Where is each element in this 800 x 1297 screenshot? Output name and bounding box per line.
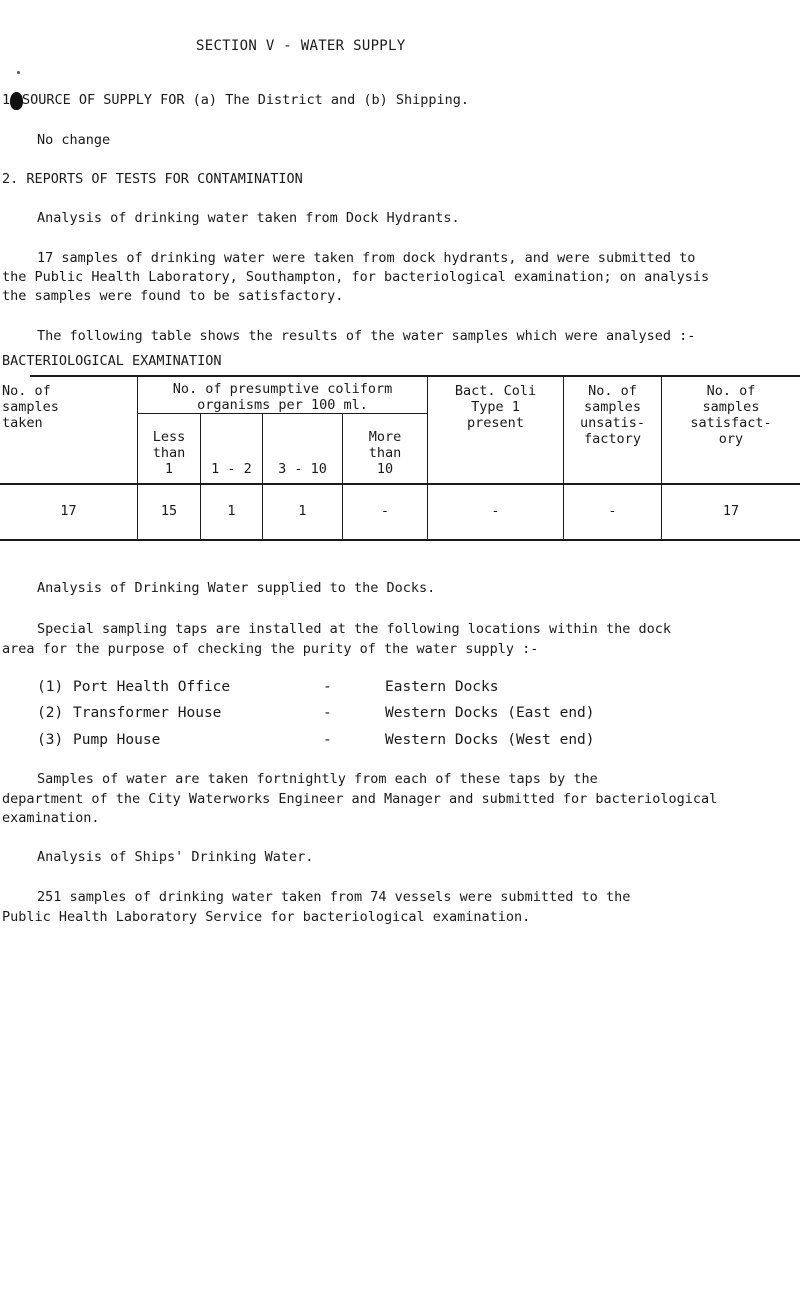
location-place: Pump House <box>73 732 161 748</box>
cell-3-10: 1 <box>298 503 307 519</box>
item1-heading: SOURCE OF SUPPLY FOR (a) The District and (b) Shipping. <box>22 92 470 108</box>
dock-hydrants-subheading: Analysis of drinking water taken from Dock Hydrants. <box>37 210 460 226</box>
cell-unsatisfactory: - <box>608 503 617 519</box>
subheader-3-10: 3 - 10 <box>278 461 327 477</box>
location-num: (3) <box>37 732 64 748</box>
table-title: BACTERIOLOGICAL EXAMINATION <box>2 353 222 369</box>
item1-number: 1 <box>2 92 11 108</box>
docks-para-line1: Special sampling taps are installed at the following locations within the dock <box>37 621 671 637</box>
v-rule-2 <box>200 413 201 541</box>
location-num: (1) <box>37 679 64 695</box>
para1-line1: 17 samples of drinking water were taken from dock hydrants, and were submitted to <box>37 250 696 266</box>
location-place: Transformer House <box>73 705 222 721</box>
cell-satisfactory: 17 <box>722 503 740 519</box>
subheader-more-than-10: More than 10 <box>368 429 402 477</box>
item1-body: No change <box>37 132 111 148</box>
location-area: Western Docks (East end) <box>385 705 595 721</box>
docks-para2-line3: examination. <box>2 810 100 826</box>
item2-heading: 2. REPORTS OF TESTS FOR CONTAMINATION <box>2 171 303 187</box>
para2: The following table shows the results of the water samples which were analysed :- <box>37 328 696 344</box>
cell-1-2: 1 <box>227 503 236 519</box>
table-top-rule <box>30 375 800 377</box>
ships-para-line1: 251 samples of drinking water taken from 74 vessels were submitted to the <box>37 889 631 905</box>
cell-samples-taken: 17 <box>60 503 77 519</box>
section-title: SECTION V - WATER SUPPLY <box>196 38 406 54</box>
location-area: Eastern Docks <box>385 679 499 695</box>
para1-line3: the samples were found to be satisfactory. <box>2 288 344 304</box>
header-bottom-rule <box>0 483 800 485</box>
header-satisfactory: No. of samples satisfact- ory <box>690 383 772 447</box>
docks-para2-line2: department of the City Waterworks Engineer and Manager and submitted for bacteriological <box>2 791 718 807</box>
location-dash: - <box>323 679 332 695</box>
docks-para2-line1: Samples of water are taken fortnightly from each of these taps by the <box>37 771 598 787</box>
ships-subheading: Analysis of Ships' Drinking Water. <box>37 849 314 865</box>
location-dash: - <box>323 732 332 748</box>
cell-more-than-10: - <box>380 503 390 519</box>
location-area: Western Docks (West end) <box>385 732 595 748</box>
location-dash: - <box>323 705 332 721</box>
table-bottom-rule <box>0 539 800 541</box>
subheader-1-2: 1 - 2 <box>211 461 252 477</box>
coliform-sub-rule <box>137 413 427 414</box>
location-num: (2) <box>37 705 64 721</box>
para1-line2: the Public Health Laboratory, Southampton, for bacteriological examination; on analysis <box>2 269 710 285</box>
subheader-less-than-1: Less than 1 <box>152 429 186 477</box>
docks-subheading: Analysis of Drinking Water supplied to the Docks. <box>37 580 436 596</box>
ships-para-line2: Public Health Laboratory Service for bacteriological examination. <box>2 909 531 925</box>
scan-speck <box>17 71 20 74</box>
docks-para-line2: area for the purpose of checking the purity of the water supply :- <box>2 641 539 657</box>
header-bact-coli: Bact. Coli Type 1 present <box>454 383 537 431</box>
header-unsatisfactory: No. of samples unsatis- factory <box>579 383 646 447</box>
header-coliform: No. of presumptive coliform organisms per 100 ml. <box>172 381 393 413</box>
v-rule-3 <box>262 413 263 541</box>
location-place: Port Health Office <box>73 679 231 695</box>
header-samples-taken: No. of samples taken <box>2 383 59 431</box>
bacteriological-table <box>0 375 800 550</box>
cell-bact-coli: - <box>491 503 500 519</box>
cell-less-than-1: 15 <box>160 503 178 519</box>
